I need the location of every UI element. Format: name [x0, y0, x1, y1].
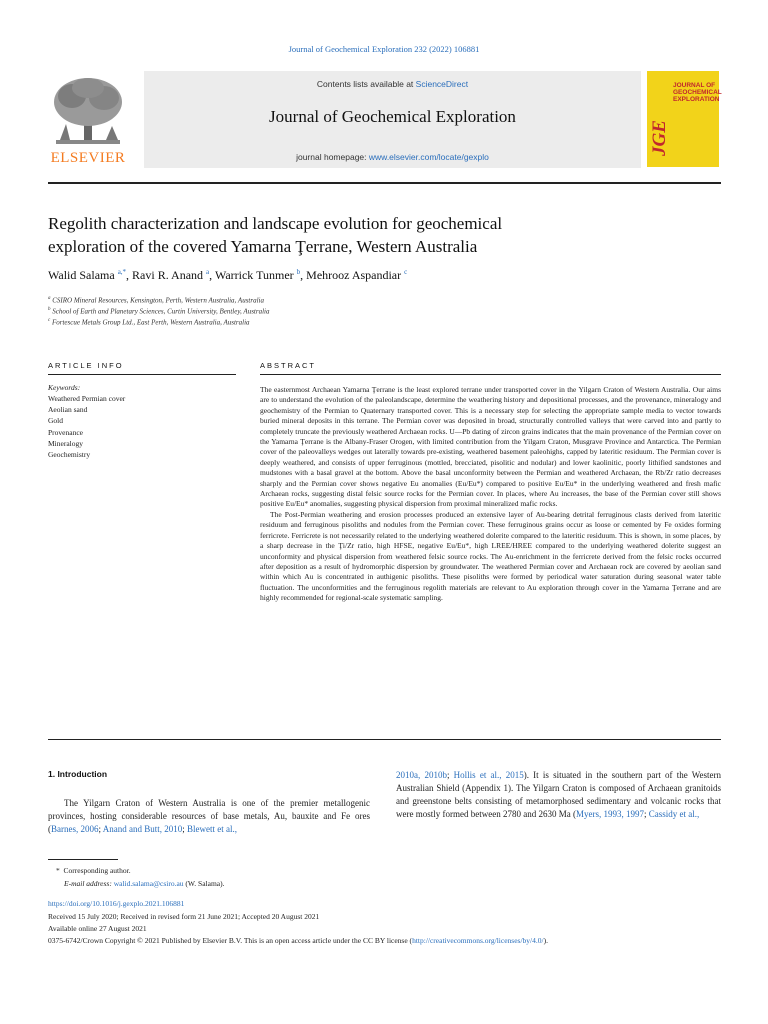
keyword: Geochemistry [48, 450, 91, 459]
homepage-line: journal homepage: www.elsevier.com/locate/gexplo [296, 152, 489, 162]
journal-title: Journal of Geochemical Exploration [269, 107, 516, 126]
author-name[interactable]: Mehrooz Aspandiar [306, 268, 402, 282]
cover-abbrev: JGE [649, 120, 670, 156]
abstract-body [260, 385, 721, 604]
affiliation: $^c$ Fortescue Metals Group Ltd., East Perth, Western Australia, Australia [48, 318, 250, 327]
abstract-paragraph: The easternmost Archaean Yamarna Ţerrane is the least explored terrane under transported cover in the Yilgarn Craton of Western Australia. Our aims are to understand the evolution of the paleolandscape, determine the weathering history and depositional processes, and the provenance, mineralogy and geochemistry of the Permian to Quaternary transported cover. This is a necessary step for selecting the appropriate sample media to vector towards buried mineral deposits in this terrane. The Permian cover was deposited in broad, structurally controlled valleys that were carved into and partly to completely truncate the previously weathered Archaean rocks. U—Pb dating of zircon grains indicates that the main provenance of the Permian cover on the Yamarna Ţerrane is the Albany-Fraser Orogen, with limited contribution from the Yilgarn Craton, Musgrave Province and Antarctica. The Permian cover of the paleovalleys wedges out laterally towards pre-existing, weathered basement paleohighs, capped by lateritic residuum. The Permian cover is deeply weathered, and consists of upper ferruginous (mottled, brecciated, pisolitic and nodular) and lower kaolinitic, poorly lithified sandstones and mudstones with a basal gravel at the bottom. Above the basal unconformity between the Permian and weathered Archaean, the Rb/Zr ratio decreases sharply and the Permian cover shows negative Eu anomalies (Eu/Eu*) compared to positive Eu/Eu* in the underlying weathered and fresh mafic Archaean rocks, suggesting distal felsic source rocks for the Permian cover. In places, where Au increases, the base of the Permian cover still shows positive Eu/Eu* anomalies, suggesting physical dispersion from proximal mineralized mafic rocks. [260, 385, 721, 509]
abstract-paragraph: The Post-Permian weathering and erosion processes produced an extensive layer of Au-bearing detrital ferruginous clasts derived from lateritic residuum and ferruginous pisoliths and nodules from the Permian cover. These ferruginous grains occur as loose or cemented by Fe oxides forming ferricrete. Ferricrete is not necessarily related to the underlying weathered dolerite compared to the lateritic residuum. This is shown, in some places, by a sharp decrease in the Ţi/Zr ratio, high HFSE, negative Eu/Eu*, high LREE/HREE compared to the underlying weathered dolerite suggest an unconformity and physical dispersion from weathered felsic source rocks. The Au-enrichment in the ferricrete derived from the felsic rocks occurred after deposition as a result of hydromorphic dispersion by groundwater. The weathered Permian cover and Archaean rock are covered by aeolian sand within which Au is concentrated in authigenic pisoliths. These pisoliths were formed by periodical water saturation during seasonal water table fluctuation. The unconformities and the ferruginous regolith materials are relevant to Au exploration through cover in the Yamarna Ţerrane and are highly recommended for regional-scale systematic sampling. [260, 509, 721, 603]
abstract-rule [260, 374, 721, 375]
homepage-link[interactable]: www.elsevier.com/locate/gexplo [368, 152, 489, 162]
author-affil-marker[interactable]: b [296, 268, 301, 276]
author-name[interactable]: Walid Salama [48, 268, 115, 282]
section-heading-introduction: 1. Introduction [48, 769, 108, 779]
license-link[interactable]: http://creativecommons.org/licenses/by/4.0/ [412, 936, 544, 945]
copyright-line: 0375-6742/Crown Copyright © 2021 Published by Elsevier B.V. This is an open access article under the CC BY license (http://creativecommons.org/licenses/by/4.0/). [48, 936, 548, 945]
reference-link[interactable]: Myers, 1993, 1997 [575, 809, 644, 819]
keyword: Aeolian sand [48, 405, 88, 414]
author-list: Walid Salama $^{a,*}$, Ravi R. Anand $^a$, Warrick Tunmer $^b$, Mehrooz Aspandiar $^c$ [48, 268, 408, 282]
journal-citation[interactable]: Journal of Geochemical Exploration 232 (2022) 106881 [288, 44, 480, 54]
email-link[interactable]: walid.salama@csiro.au [113, 879, 184, 888]
reference-link[interactable]: Barnes, 2006 [51, 824, 99, 834]
article-info-heading: ARTICLE INFO [48, 361, 124, 370]
reference-link[interactable]: Anand and Butt, 2010 [102, 824, 183, 834]
article-info-rule [48, 374, 236, 375]
abstract-heading: ABSTRACT [260, 361, 317, 370]
affiliation: $^b$ School of Earth and Planetary Sciences, Curtin University, Bentley, Australia [48, 307, 270, 316]
received-dates: Received 15 July 2020; Received in revised form 21 June 2021; Accepted 20 August 2021 [48, 912, 320, 921]
email-note: E-mail address: walid.salama@csiro.au (W. Salama). [64, 879, 225, 888]
keyword: Provenance [48, 428, 83, 437]
footnote-rule [48, 859, 118, 860]
author-affil-marker[interactable]: a [206, 268, 210, 276]
author-name[interactable]: Warrick Tunmer [214, 268, 294, 282]
author-affil-marker[interactable]: c [404, 268, 408, 276]
abstract-end-rule [48, 739, 721, 740]
affiliation: $^a$ CSIRO Mineral Resources, Kensington, Perth, Western Australia, Australia [48, 296, 264, 305]
keyword: Mineralogy [48, 439, 83, 448]
intro-right-column: 2010a, 2010b; Hollis et al., 2015). It is situated in the southern part of the Western Australian Shield (Appendix 1). The Yilgarn Craton is composed of Archaean granitoids and greenstone belts consisting of metamorphosed sedimentary and volcanic rocks that were mostly formed between 2780 and 2630 Ma (Myers, 1993, 1997; Cassidy et al., [396, 770, 721, 819]
intro-left-column: The Yilgarn Craton of Western Australia is one of the premier metallogenic provinces, hosting considerable resources of base metals, Au, bauxite and Fe ores (Barnes, 2006; Anand and Butt, 2010; Blewett et al., [48, 798, 370, 834]
keyword: Weathered Permian cover [48, 394, 126, 403]
header-rule [48, 182, 721, 184]
reference-link[interactable]: 2010a, 2010b [396, 770, 447, 780]
online-date: Available online 27 August 2021 [48, 924, 147, 933]
reference-link[interactable]: Hollis et al., 2015 [453, 770, 524, 780]
contents-line: Contents lists available at ScienceDirect [316, 79, 469, 89]
cover-title: JOURNAL OF GEOCHEMICAL EXPLORATION [673, 82, 722, 103]
corresponding-author-note: * Corresponding author. [56, 866, 131, 875]
doi-link[interactable]: https://doi.org/10.1016/j.gexplo.2021.106881 [48, 899, 185, 908]
keyword: Gold [48, 416, 63, 425]
keywords-label: Keywords: [48, 383, 81, 392]
author-name[interactable]: Ravi R. Anand [132, 268, 204, 282]
article-title: Regolith characterization and landscape evolution for geochemical exploration of the covered Yamarna Ţerrane, Western Australia [48, 214, 503, 256]
elsevier-wordmark: ELSEVIER [50, 150, 126, 166]
reference-link[interactable]: Blewett et al., [187, 824, 238, 834]
sciencedirect-link[interactable]: ScienceDirect [415, 79, 469, 89]
author-affil-marker[interactable]: a,* [117, 268, 127, 276]
reference-link[interactable]: Cassidy et al., [648, 809, 700, 819]
